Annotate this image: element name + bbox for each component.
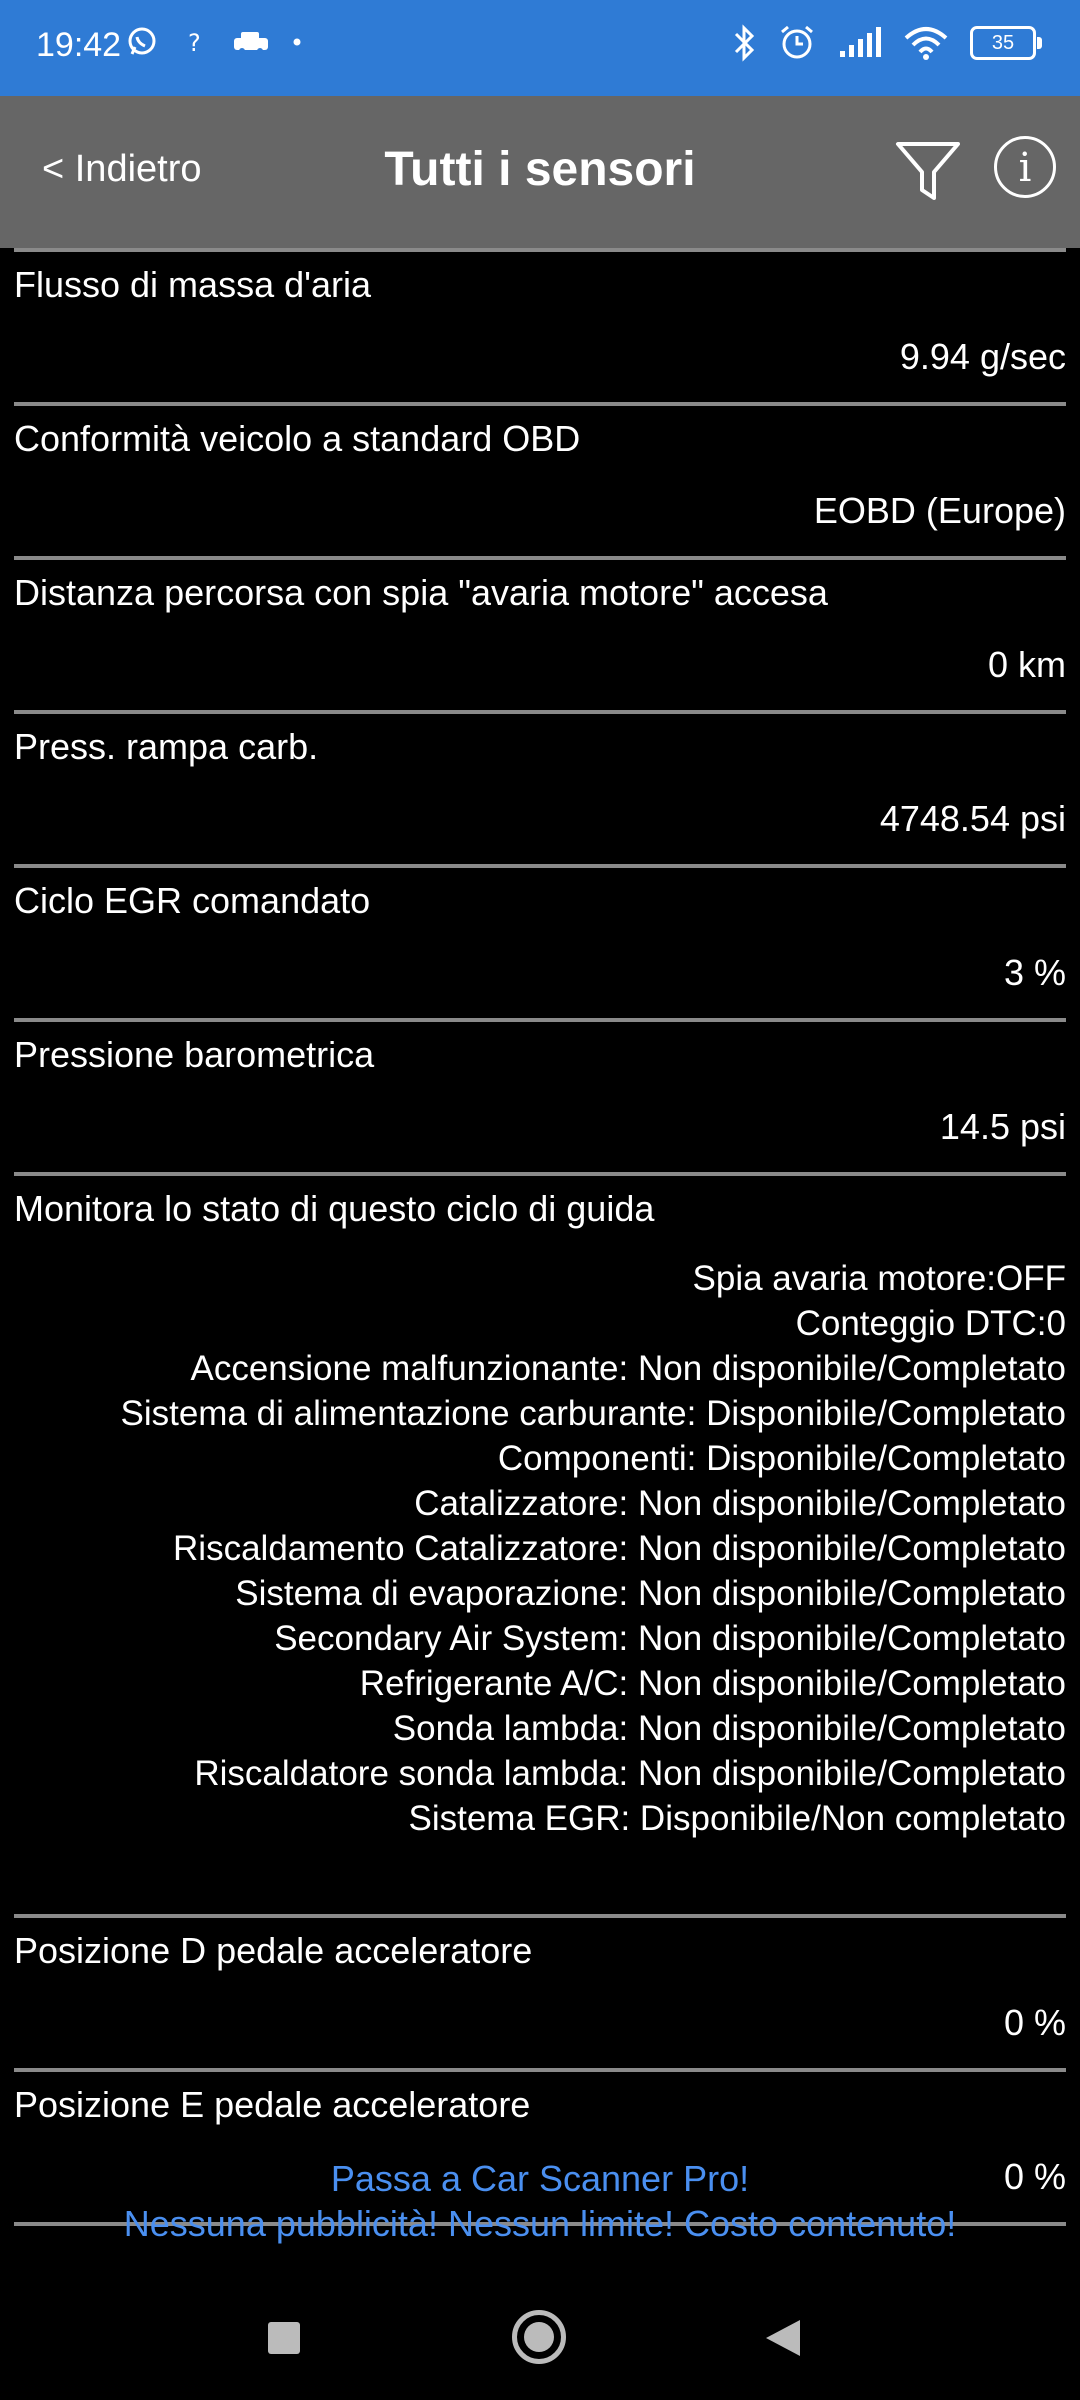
bluetooth-icon xyxy=(732,24,756,62)
sensor-name: Posizione E pedale acceleratore xyxy=(14,2084,531,2125)
sensor-value: 0 % xyxy=(1003,2156,1066,2197)
divider xyxy=(14,2068,1066,2072)
divider xyxy=(14,1172,1066,1176)
promo-line-1: Passa a Car Scanner Pro! xyxy=(330,2158,750,2199)
monitor-line: Catalizzatore: Non disponibile/Completato xyxy=(414,1484,1066,1523)
sensor-value: 0 % xyxy=(1003,2002,1066,2043)
monitor-line: Riscaldatore sonda lambda: Non disponibile/Completato xyxy=(194,1754,1066,1793)
sensor-name: Pressione barometrica xyxy=(14,1034,375,1075)
svg-text:?: ? xyxy=(188,29,201,57)
app-bar xyxy=(0,96,1080,248)
monitor-status-list xyxy=(0,1256,1080,1841)
sensor-row[interactable] xyxy=(0,880,1080,1018)
page-title: Tutti i sensori xyxy=(384,143,696,196)
back-button[interactable]: < Indietro xyxy=(42,148,202,190)
sensor-row[interactable] xyxy=(0,1930,1080,2068)
status-bar xyxy=(0,0,1080,96)
divider xyxy=(14,248,1066,252)
sensor-row[interactable] xyxy=(0,726,1080,864)
sensor-name: Posizione D pedale acceleratore xyxy=(14,1930,533,1971)
monitor-line: Componenti: Disponibile/Completato xyxy=(497,1439,1066,1478)
monitor-line: Riscaldamento Catalizzatore: Non disponibile/Completato xyxy=(173,1529,1066,1568)
monitor-line: Conteggio DTC:0 xyxy=(795,1304,1066,1343)
monitor-row[interactable] xyxy=(0,1188,1080,1914)
sensor-value: 4748.54 psi xyxy=(879,798,1066,839)
sensor-name: Conformità veicolo a standard OBD xyxy=(14,418,581,459)
sensor-value: 14.5 psi xyxy=(939,1106,1066,1147)
monitor-line: Refrigerante A/C: Non disponibile/Completato xyxy=(359,1664,1066,1703)
sensor-row[interactable] xyxy=(0,264,1080,402)
battery-level: 35 xyxy=(991,32,1015,54)
divider xyxy=(14,1914,1066,1918)
alarm-icon xyxy=(778,24,816,62)
upgrade-promo-link[interactable] xyxy=(0,2156,1080,2246)
sensor-value: 0 km xyxy=(987,644,1066,685)
monitor-line: Accensione malfunzionante: Non disponibile/Completato xyxy=(190,1349,1066,1388)
promo-line-2: Nessuna pubblicità! Nessun limite! Costo contenuto! xyxy=(123,2203,957,2244)
sensor-name: Ciclo EGR comandato xyxy=(14,880,371,921)
dot-icon xyxy=(292,37,302,47)
sensor-name: Flusso di massa d'aria xyxy=(14,264,372,305)
wifi-question-icon xyxy=(180,27,210,57)
home-icon[interactable] xyxy=(512,2310,566,2364)
divider xyxy=(14,864,1066,868)
sensor-name: Distanza percorsa con spia "avaria motore" accesa xyxy=(14,572,828,613)
info-button[interactable] xyxy=(994,136,1056,198)
sensor-value: 9.94 g/sec xyxy=(899,336,1066,377)
divider xyxy=(14,402,1066,406)
info-icon: i xyxy=(1018,145,1032,191)
sensor-value: 3 % xyxy=(1003,952,1066,993)
car-icon xyxy=(232,29,270,55)
monitor-line: Spia avaria motore:OFF xyxy=(692,1259,1066,1298)
monitor-line: Secondary Air System: Non disponibile/Completato xyxy=(274,1619,1066,1658)
wifi-icon xyxy=(904,26,948,60)
sensor-list[interactable] xyxy=(0,248,1080,2226)
signal-icon xyxy=(838,27,882,59)
filter-icon[interactable] xyxy=(892,134,964,206)
monitor-line: Sistema di alimentazione carburante: Disponibile/Completato xyxy=(120,1394,1066,1433)
status-time: 19:42 xyxy=(36,26,122,64)
recent-apps-icon[interactable] xyxy=(268,2322,300,2354)
sensor-row[interactable] xyxy=(0,572,1080,710)
divider xyxy=(14,556,1066,560)
sensor-row[interactable] xyxy=(0,1034,1080,1172)
status-icons-left xyxy=(126,26,302,58)
back-triangle-icon[interactable] xyxy=(766,2320,800,2356)
sensor-row[interactable] xyxy=(0,418,1080,556)
whatsapp-icon xyxy=(126,26,158,58)
monitor-line: Sistema di evaporazione: Non disponibile/Completato xyxy=(235,1574,1066,1613)
monitor-line: Sistema EGR: Disponibile/Non completato xyxy=(408,1799,1066,1838)
system-nav-bar xyxy=(0,2290,1080,2380)
sensor-name: Press. rampa carb. xyxy=(14,726,319,767)
battery-indicator xyxy=(970,26,1036,60)
divider xyxy=(14,710,1066,714)
status-icons-right xyxy=(732,24,1036,62)
monitor-line: Sonda lambda: Non disponibile/Completato xyxy=(392,1709,1066,1748)
divider xyxy=(14,1018,1066,1022)
sensor-value: EOBD (Europe) xyxy=(813,490,1066,531)
sensor-name: Monitora lo stato di questo ciclo di guida xyxy=(14,1188,655,1229)
